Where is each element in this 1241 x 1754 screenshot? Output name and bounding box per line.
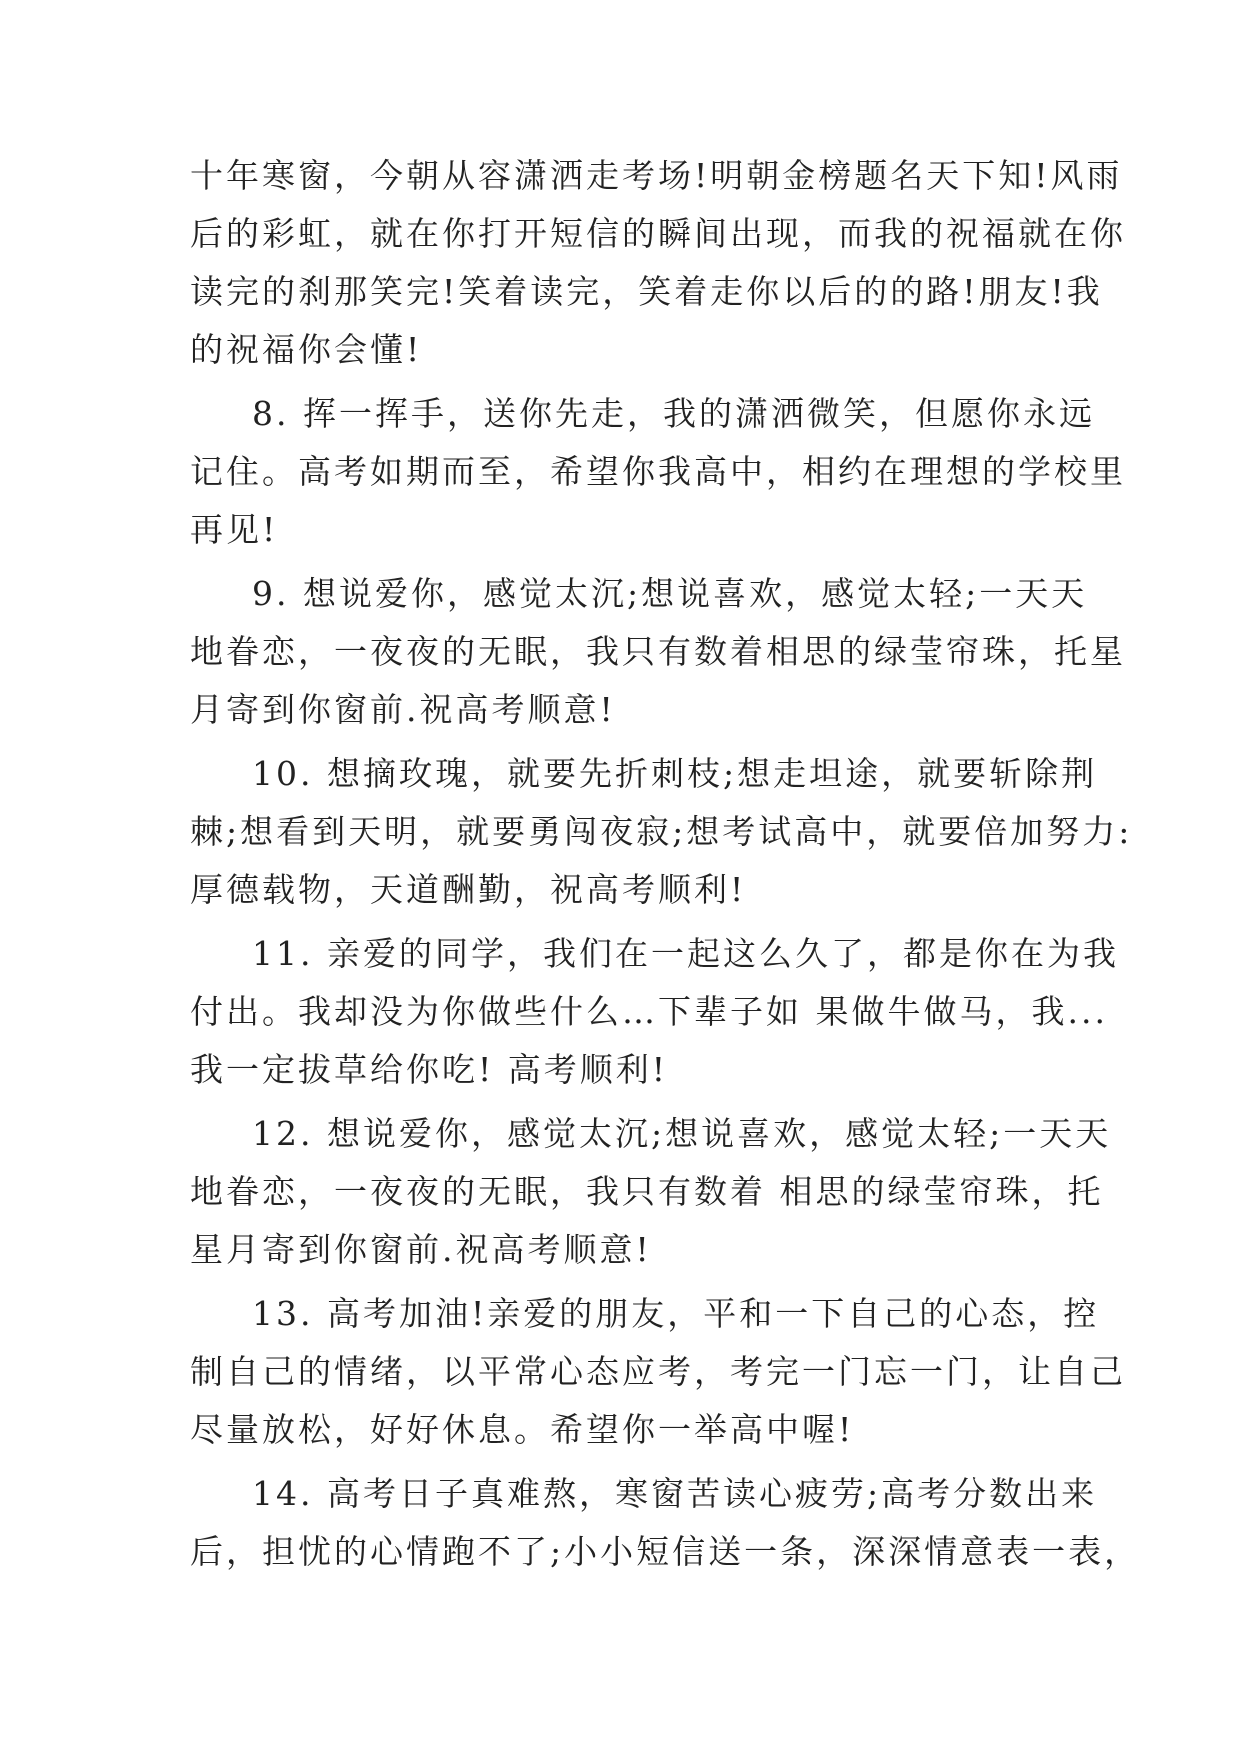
text-line: 厚德载物，天道酬勤，祝高考顺利! — [190, 870, 747, 909]
text-line: 月寄到你窗前.祝高考顺意! — [190, 690, 616, 729]
text-line: 付出。我却没为你做些什么…下辈子如 果做牛做马，我... — [190, 992, 1108, 1031]
paragraph-13-first-line: 13. 高考加油!亲爱的朋友，平和一下自己的心态，控 — [252, 1294, 1100, 1333]
text-line: 制自己的情绪，以平常心态应考，考完一门忘一门，让自己 — [190, 1352, 1126, 1391]
text-line: 地眷恋，一夜夜的无眠，我只有数着 相思的绿莹帘珠，托 — [190, 1172, 1104, 1211]
paragraph-9-first-line: 9. 想说爱你，感觉太沉;想说喜欢，感觉太轻;一天天 — [252, 574, 1088, 613]
text-line: 再见! — [190, 510, 279, 549]
text-line: 尽量放松，好好休息。希望你一举高中喔! — [190, 1410, 855, 1449]
text-line: 地眷恋，一夜夜的无眠，我只有数着相思的绿莹帘珠，托星 — [190, 632, 1126, 671]
text-line: 十年寒窗，今朝从容潇洒走考场!明朝金榜题名天下知!风雨 — [190, 156, 1123, 195]
paragraph-12-first-line: 12. 想说爱你，感觉太沉;想说喜欢，感觉太轻;一天天 — [252, 1114, 1112, 1153]
text-line: 棘;想看到天明，就要勇闯夜寂;想考试高中，就要倍加努力: — [190, 812, 1133, 851]
paragraph-11-first-line: 11. 亲爱的同学，我们在一起这么久了，都是你在为我 — [252, 934, 1119, 973]
paragraph-10-first-line: 10. 想摘玫瑰，就要先折刺枝;想走坦途，就要斩除荆 — [252, 754, 1098, 793]
text-line: 读完的刹那笑完!笑着读完，笑着走你以后的的路!朋友!我 — [190, 272, 1103, 311]
text-line: 星月寄到你窗前.祝高考顺意! — [190, 1230, 652, 1269]
text-line: 我一定拔草给你吃! 高考顺利! — [190, 1050, 669, 1089]
text-line: 记住。高考如期而至，希望你我高中，相约在理想的学校里 — [190, 452, 1126, 491]
text-line: 的祝福你会懂! — [190, 330, 423, 369]
paragraph-8-first-line: 8. 挥一挥手，送你先走，我的潇洒微笑，但愿你永远 — [252, 394, 1095, 433]
paragraph-14-first-line: 14. 高考日子真难熬，寒窗苦读心疲劳;高考分数出来 — [252, 1474, 1098, 1513]
text-line: 后，担忧的心情跑不了;小小短信送一条，深深情意表一表， — [190, 1532, 1141, 1571]
text-line: 后的彩虹，就在你打开短信的瞬间出现，而我的祝福就在你 — [190, 214, 1126, 253]
